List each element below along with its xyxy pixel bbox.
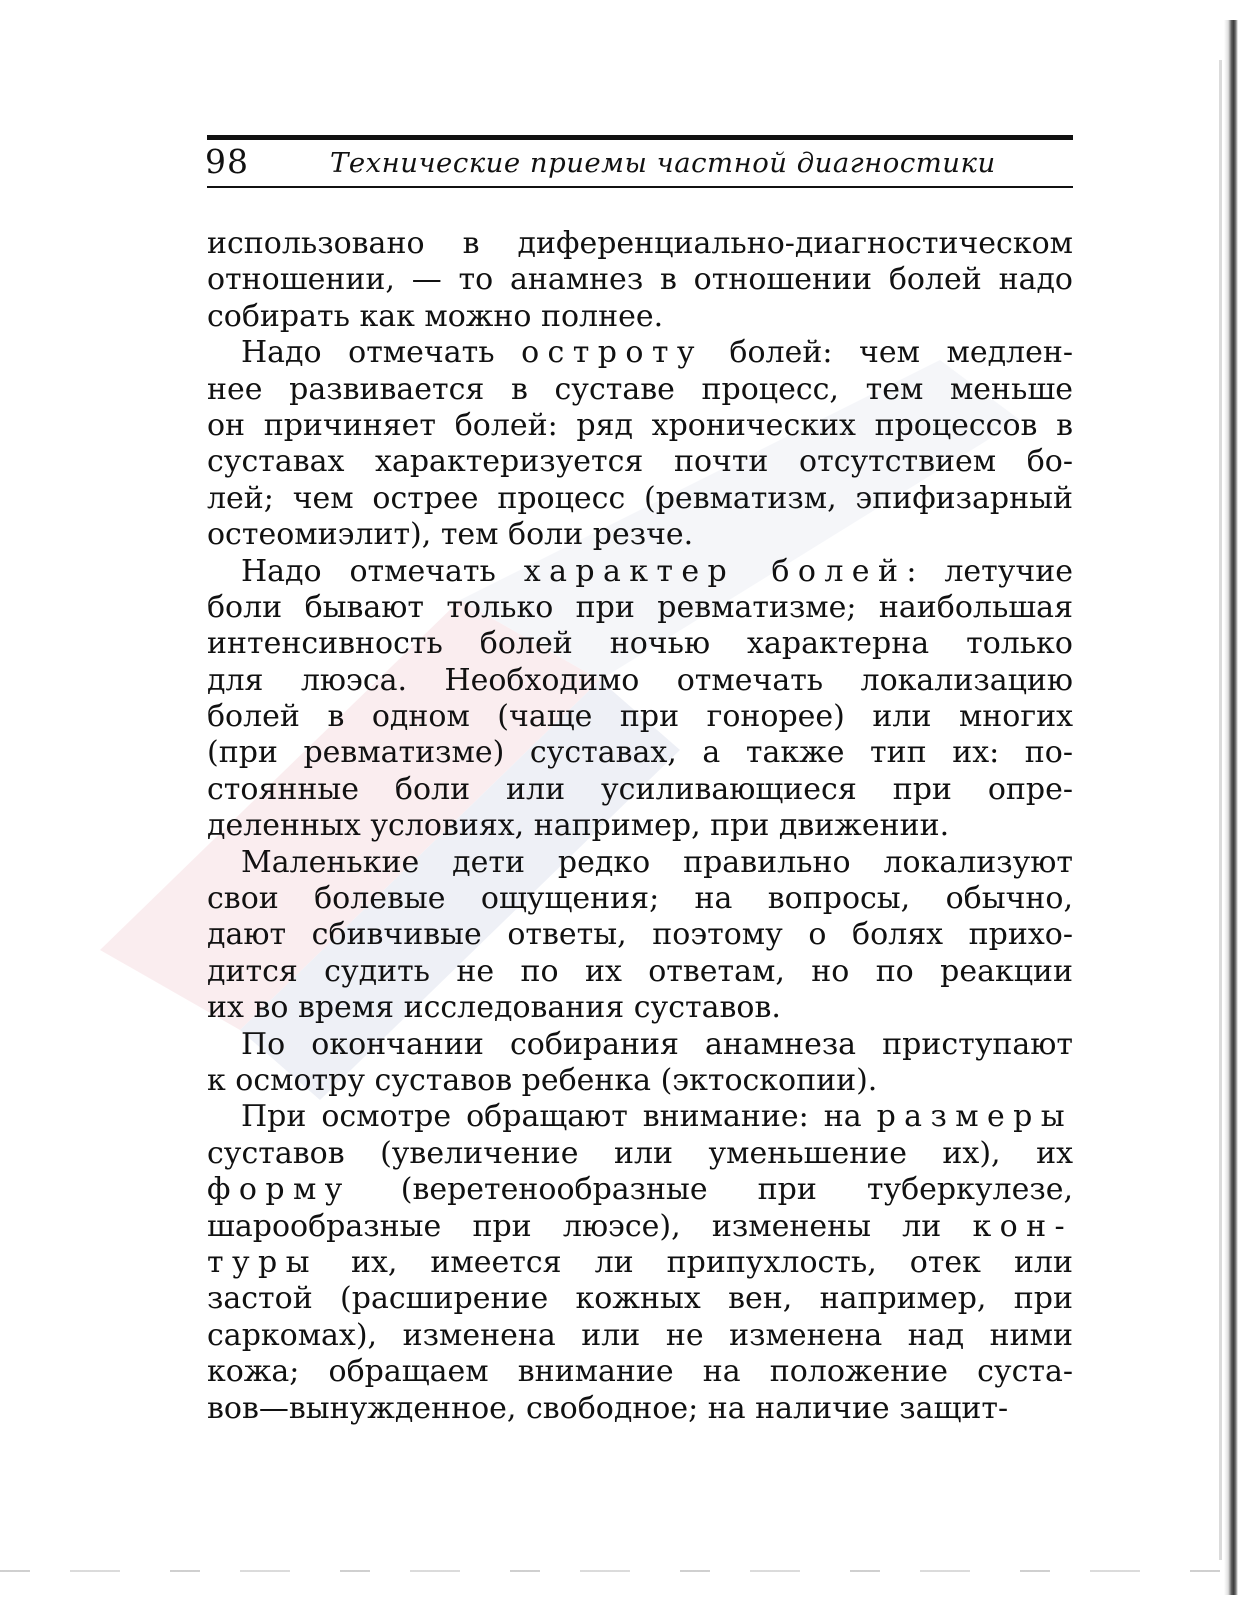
emphasized-term: остроту: [521, 335, 703, 371]
text-line: [207, 444, 1073, 480]
text-run: свои болевые ощущения; на вопросы, обычно,: [207, 881, 1073, 917]
text-line: [207, 554, 1073, 590]
text-run: нее развивается в суставе процесс, тем меньше: [207, 371, 1073, 407]
text-run: саркомах), изменена или не изменена над ними: [207, 1317, 1073, 1353]
text-run: суставов (увеличение или уменьшение их), их: [207, 1135, 1073, 1171]
text-line: [207, 1245, 1073, 1281]
text-line: [207, 372, 1073, 408]
text-run: дают сбивчивые ответы, поэтому о болях прихо-: [207, 917, 1073, 953]
paragraph: [207, 335, 1073, 553]
text-line: [207, 808, 1073, 844]
text-line: [207, 1354, 1073, 1390]
scan-noise: [0, 1570, 1220, 1572]
text-run: деленных условиях, например, при движении.: [207, 808, 950, 844]
text-run: При осмотре обращают внимание: на: [241, 1099, 877, 1135]
text-line: [207, 590, 1073, 626]
binding-edge-shadow: [1224, 20, 1238, 1595]
text-run: использовано в диференциально-диагностическом: [207, 226, 1073, 261]
text-run: собирать как можно полнее.: [207, 298, 664, 334]
text-run: их во время исследования суставов.: [207, 990, 781, 1026]
text-line: [207, 517, 1073, 553]
text-run: шарообразные при люэсе), изменены ли: [207, 1208, 973, 1244]
text-run: болей: чем медлен-: [702, 335, 1073, 371]
text-line: [207, 845, 1073, 881]
text-run: дится судить не по их ответам, но по реакции: [207, 953, 1073, 989]
text-line: [207, 335, 1073, 371]
running-title: Технические приемы частной диагностики: [330, 147, 996, 179]
text-line: [207, 990, 1073, 1026]
text-line: [207, 408, 1073, 444]
text-run: к осмотру суставов ребенка (эктоскопии).: [207, 1062, 878, 1098]
text-line: [207, 735, 1073, 771]
emphasized-term: кон-: [972, 1208, 1073, 1244]
text-run: их, имеется ли припухлость, отек или: [317, 1244, 1073, 1280]
paragraph: [207, 845, 1073, 1027]
text-line: [207, 1172, 1073, 1208]
text-line: [207, 1063, 1073, 1099]
text-line: [207, 626, 1073, 662]
text-line: [207, 1281, 1073, 1317]
text-run: вов—вынужденное, свободное; на наличие защит-: [207, 1390, 1009, 1426]
text-run: кожа; обращаем внимание на положение суста-: [207, 1354, 1073, 1390]
emphasized-term: размеры: [876, 1099, 1073, 1135]
text-line: [207, 1391, 1073, 1427]
text-run: для люэса. Необходимо отмечать локализацию: [207, 662, 1073, 698]
text-line: [207, 954, 1073, 990]
header-rule-bottom: [207, 186, 1073, 188]
text-run: (веретенообразные при туберкулезе,: [350, 1172, 1073, 1208]
text-run: болей в одном (чаще при гонорее) или многих: [207, 699, 1073, 735]
text-line: [207, 1209, 1073, 1245]
text-line: [207, 663, 1073, 699]
text-run: стоянные боли или усиливающиеся при опре-: [207, 771, 1073, 807]
binding-edge-line: [1219, 60, 1222, 1560]
text-line: [207, 1136, 1073, 1172]
text-line: [207, 917, 1073, 953]
text-line: [207, 1027, 1073, 1063]
text-line: [207, 772, 1073, 808]
text-run: Надо отмечать: [241, 553, 524, 589]
body-text: [207, 226, 1073, 1427]
text-line: [207, 481, 1073, 517]
header-rule-top: [207, 135, 1073, 140]
text-run: застой (расширение кожных вен, например, при: [207, 1281, 1073, 1317]
text-run: отношении, — то анамнез в отношении болей надо: [207, 262, 1073, 298]
text-run: боли бывают только при ревматизме; наибольшая: [207, 589, 1073, 625]
text-line: [207, 226, 1073, 262]
paragraph: [207, 1099, 1073, 1427]
text-run: суставах характеризуется почти отсутствием бо-: [207, 444, 1073, 480]
text-run: По окончании собирания анамнеза приступают: [241, 1026, 1073, 1062]
text-line: [207, 1099, 1073, 1135]
page-number: 98: [205, 142, 249, 181]
text-line: [207, 299, 1073, 335]
text-run: интенсивность болей ночью характерна только: [207, 626, 1073, 662]
text-run: он причиняет болей: ряд хронических процессов в: [207, 407, 1073, 443]
text-run: (при ревматизме) суставах, а также тип их: по-: [207, 735, 1073, 771]
text-line: [207, 881, 1073, 917]
text-run: лей; чем острее процесс (ревматизм, эпифизарный: [207, 480, 1073, 516]
paragraph: [207, 554, 1073, 845]
text-line: [207, 699, 1073, 735]
text-run: : летучие: [906, 553, 1073, 589]
text-run: Маленькие дети редко правильно локализуют: [241, 844, 1073, 880]
text-line: [207, 262, 1073, 298]
emphasized-term: характер болей: [523, 553, 907, 589]
paragraph: [207, 226, 1073, 335]
emphasized-term: туры: [207, 1244, 318, 1280]
text-run: Надо отмечать: [241, 335, 522, 371]
emphasized-term: форму: [207, 1172, 351, 1208]
text-line: [207, 1318, 1073, 1354]
paragraph: [207, 1027, 1073, 1100]
text-run: остеомиэлит), тем боли резче.: [207, 517, 694, 553]
